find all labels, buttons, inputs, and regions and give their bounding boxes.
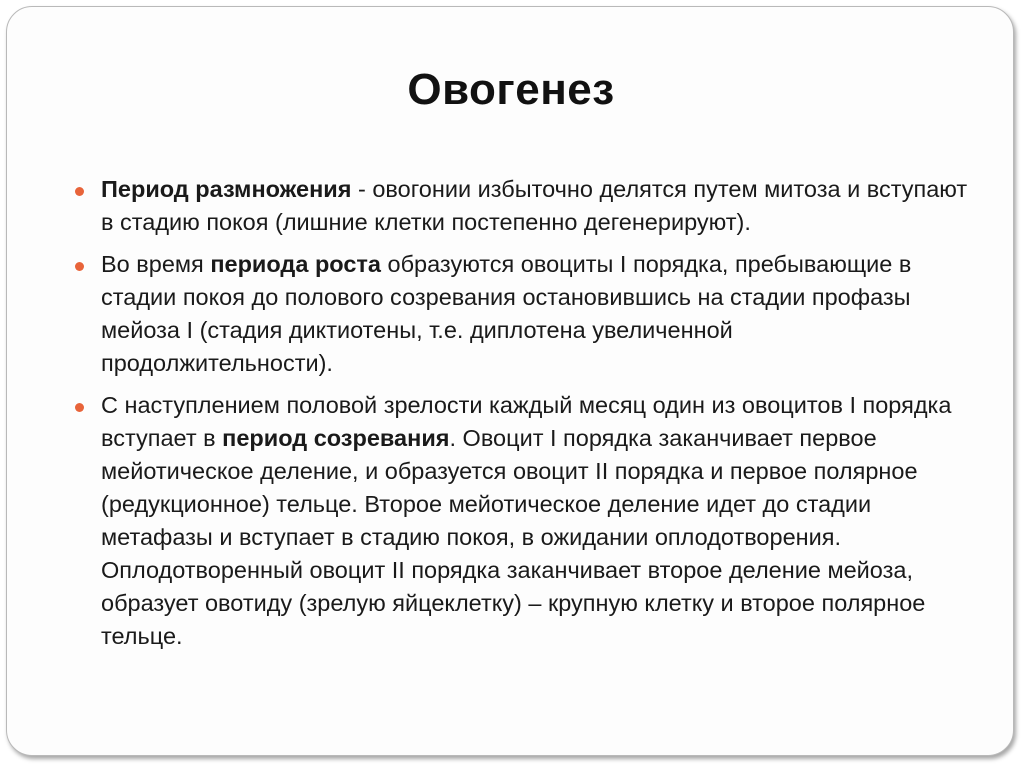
bullet-item-growth	[71, 248, 971, 380]
bullet-dot-icon	[75, 187, 84, 196]
bullet-bold-term: периода роста	[210, 251, 381, 277]
bullet-text-after: . Овоцит I порядка заканчивает первое мейотическое деление, и образуется овоцит II порядка и первое полярное (редукционное) тельце. Второе мейотическое деление идет до стадии метафазы и вступает в стадию покоя, в ожидании оплодотворения. Оплодотворенный овоцит II порядка заканчивает второе деление мейоза, образует овотиду (зрелую яйцеклетку) – крупную клетку и второе полярное тельце.	[101, 425, 926, 649]
slide-title: Овогенез	[407, 65, 615, 114]
slide	[6, 6, 1014, 756]
bullet-text-before: Во время	[101, 251, 211, 277]
bullet-text: - овогонии избыточно делятся путем митоза и вступают в стадию покоя (лишние клетки постепенно дегенерируют).	[101, 176, 968, 235]
bullet-text-before: С наступлением половой зрелости каждый месяц один из овоцитов I порядка вступает в	[101, 392, 952, 451]
bullet-dot-icon	[75, 262, 84, 271]
bullet-item-maturation	[71, 389, 971, 653]
bullet-list	[71, 173, 971, 662]
bullet-dot-icon	[75, 403, 84, 412]
bullet-bold-term: Период размножения	[101, 176, 352, 202]
bullet-bold-term: период созревания	[222, 425, 450, 451]
bullet-item-reproduction	[71, 173, 971, 239]
bullet-text-after: образуются овоциты I порядка, пребывающие в стадии покоя до полового созревания остановившись на стадии профазы мейоза I (стадия диктиотены, т.е. диплотена увеличенной продолжительности).	[101, 251, 912, 376]
